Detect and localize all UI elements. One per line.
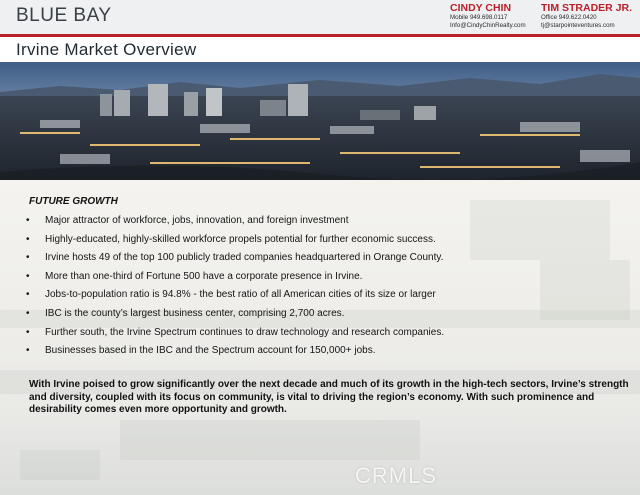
list-item-text: Irvine hosts 49 of the top 100 publicly traded companies headquartered in Orange County. xyxy=(45,252,444,264)
agent-phone: Office 949.622.0420 xyxy=(541,14,597,21)
list-item-text: Jobs-to-population ratio is 94.8% - the best ratio of all American cities of its size or larger xyxy=(45,289,436,301)
agent-email[interactable]: Info@CindyChinRealty.com xyxy=(450,22,526,29)
bullet-list xyxy=(26,212,444,361)
list-item-text: More than one-third of Fortune 500 have a corporate presence in Irvine. xyxy=(45,270,363,282)
crmls-watermark: CRMLS xyxy=(355,463,438,488)
list-item xyxy=(26,286,444,305)
list-item xyxy=(26,268,444,287)
page-header xyxy=(0,0,640,34)
list-item xyxy=(26,342,444,361)
agent-email[interactable]: tj@starpointeventures.com xyxy=(541,22,615,29)
agent-name: CINDY CHIN xyxy=(450,2,512,14)
bullet-icon: • xyxy=(26,233,30,245)
agent-contact-cindy xyxy=(450,2,526,30)
section-heading: FUTURE GROWTH xyxy=(29,196,118,207)
list-item-text: Businesses based in the IBC and the Spectrum account for 150,000+ jobs. xyxy=(45,345,376,357)
bullet-icon: • xyxy=(26,270,30,282)
aerial-city-photo xyxy=(0,62,640,180)
header-divider xyxy=(0,34,640,37)
bullet-icon: • xyxy=(26,289,30,301)
list-item xyxy=(26,324,444,343)
agent-phone: Mobile 949.698.0117 xyxy=(450,14,508,21)
list-item-text: Further south, the Irvine Spectrum continues to draw technology and research companies. xyxy=(45,326,445,338)
agent-contact-tim xyxy=(541,2,632,30)
list-item-text: Highly-educated, highly-skilled workforce propels potential for further economic success. xyxy=(45,233,436,245)
page-title: Irvine Market Overview xyxy=(16,40,197,59)
list-item xyxy=(26,305,444,324)
brand-logo: BLUE BAY xyxy=(16,5,112,26)
bullet-icon: • xyxy=(26,307,30,319)
list-item xyxy=(26,231,444,250)
bullet-icon: • xyxy=(26,326,30,338)
bullet-icon: • xyxy=(26,345,30,357)
bullet-icon: • xyxy=(26,215,30,226)
list-item xyxy=(26,249,444,268)
agent-name: TIM STRADER JR. xyxy=(541,2,633,14)
bullet-icon: • xyxy=(26,252,30,264)
summary-paragraph: With Irvine poised to grow significantly over the next decade and much of its growth in the high-tech sectors, Irvine’s strength and diversity, coupled with its focus on community, is vital to driving the region’s economy. With such prominence and desirability comes even more opportunity and growth. xyxy=(29,379,629,416)
list-item-text: IBC is the county’s largest business center, comprising 2,700 acres. xyxy=(45,307,345,319)
list-item-text: Major attractor of workforce, jobs, innovation, and foreign investment xyxy=(45,215,349,226)
list-item xyxy=(26,212,444,231)
